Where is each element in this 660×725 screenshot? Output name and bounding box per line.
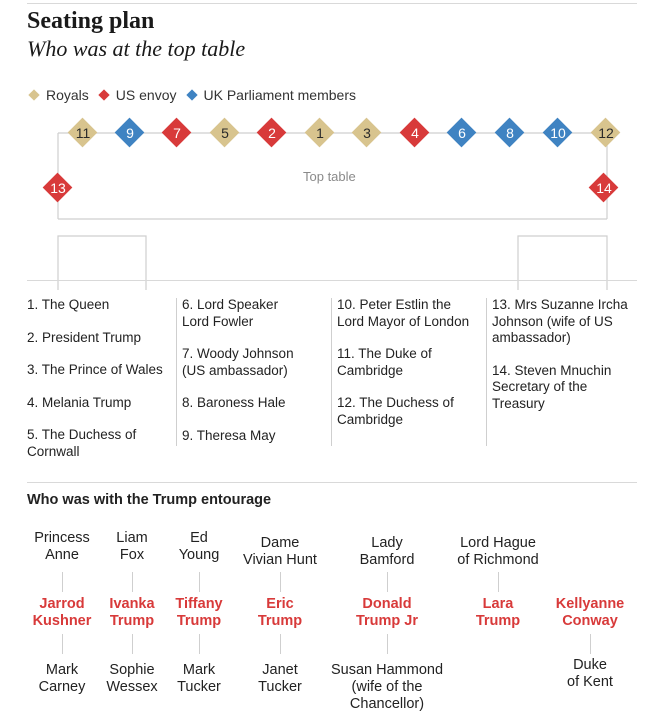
seat-number: 1 (316, 125, 324, 141)
seat-number: 11 (75, 125, 91, 141)
seat-number: 6 (458, 125, 466, 141)
connector-line (199, 634, 200, 654)
connector-line (590, 634, 591, 654)
guest-entry: 10. Peter Estlin the Lord Mayor of London (337, 297, 470, 329)
connector-line (498, 572, 499, 592)
seat-3 (352, 118, 382, 148)
trump-family-member: Tiffany Trump (175, 596, 223, 629)
trump-family-member: Eric Trump (257, 596, 303, 629)
entourage-rule (27, 482, 637, 483)
seat-9 (115, 118, 145, 148)
entourage-guest-bottom: Mark Carney (38, 662, 86, 695)
guest-entry: 6. Lord Speaker Lord Fowler (182, 297, 279, 329)
seat-number: 10 (550, 125, 566, 141)
seat-number: 7 (173, 125, 181, 141)
bracket-left (58, 236, 146, 290)
seat-11 (68, 118, 98, 148)
legend-label: UK Parliament members (203, 87, 356, 103)
connector-line (280, 572, 281, 592)
trump-family-member: Ivanka Trump (109, 596, 155, 629)
entourage-guest-bottom: Duke of Kent (567, 657, 613, 690)
trump-family-member: Donald Trump Jr (355, 596, 419, 629)
seat-14 (589, 173, 619, 203)
table-label: Top table (303, 169, 356, 184)
connector-line (62, 634, 63, 654)
page-subtitle: Who was at the top table (27, 36, 246, 61)
seat-number: 4 (411, 125, 419, 141)
guest-column-4 (492, 297, 642, 428)
legend-label: US envoy (115, 87, 177, 103)
seat-10 (543, 118, 573, 148)
entourage-guest-bottom: Mark Tucker (177, 662, 221, 695)
legend-label: Royals (46, 87, 89, 103)
entourage-guest-top: Dame Vivian Hunt (243, 535, 317, 568)
guest-entry: 11. The Duke of Cambridge (337, 346, 432, 378)
seat-6 (447, 118, 477, 148)
seat-5 (210, 118, 240, 148)
guest-entry: 2. President Trump (27, 329, 142, 345)
guest-entry: 12. The Duchess of Cambridge (337, 395, 454, 427)
seat-13 (43, 173, 73, 203)
entourage-guest-bottom: Sophie Wessex (106, 662, 158, 695)
entourage-guest-top: Liam Fox (116, 530, 148, 563)
seat-number: 12 (598, 125, 614, 141)
seat-12 (591, 118, 621, 148)
entourage-title: Who was with the Trump entourage (27, 492, 272, 508)
seat-number: 9 (126, 125, 134, 141)
bracket-right (518, 236, 607, 290)
guest-entry: 1. The Queen (27, 297, 110, 312)
seat-number: 13 (50, 180, 66, 196)
guest-column-3 (337, 297, 485, 444)
guest-entry: 13. Mrs Suzanne Ircha Johnson (wife of US ambassador) (492, 297, 628, 345)
column-divider (176, 298, 177, 446)
entourage-guest-top: Lady Bamford (359, 535, 415, 568)
guest-entry: 9. Theresa May (182, 427, 276, 443)
seat-number: 2 (268, 125, 276, 141)
guest-entry: 4. Melania Trump (27, 394, 132, 410)
entourage-guest-bottom: Susan Hammond (wife of the Chancellor) (330, 662, 444, 712)
seat-1 (305, 118, 335, 148)
column-divider (331, 298, 332, 446)
entourage-guest-top: Ed Young (178, 530, 220, 563)
guest-entry: 7. Woody Johnson (US ambassador) (182, 346, 294, 378)
seat-number: 14 (596, 180, 612, 196)
guest-entry: 8. Baroness Hale (182, 395, 286, 410)
seat-8 (495, 118, 525, 148)
seat-number: 8 (506, 125, 514, 141)
connector-line (132, 572, 133, 592)
connector-line (62, 572, 63, 592)
trump-family-member: Jarrod Kushner (32, 596, 92, 629)
page-title: Seating plan (27, 8, 155, 34)
mid-rule (27, 280, 637, 281)
entourage-guest-bottom: Janet Tucker (258, 662, 302, 695)
trump-family-member: Lara Trump (475, 596, 521, 629)
seat-number: 3 (363, 125, 371, 141)
connector-line (132, 634, 133, 654)
entourage-guest-top: Princess Anne (34, 530, 90, 563)
connector-line (280, 634, 281, 654)
connector-line (199, 572, 200, 592)
trump-family-member: Kellyanne Conway (555, 596, 625, 629)
connector-line (387, 572, 388, 592)
guest-entry: 14. Steven Mnuchin Secretary of the Treasury (492, 362, 612, 411)
seat-7 (162, 118, 192, 148)
guest-entry: 3. The Prince of Wales (27, 362, 163, 377)
seat-4 (400, 118, 430, 148)
guest-entry: 5. The Duchess of Cornwall (27, 427, 137, 459)
guest-column-1 (27, 297, 175, 476)
column-divider (486, 298, 487, 446)
seat-2 (257, 118, 287, 148)
connector-line (387, 634, 388, 654)
entourage-guest-top: Lord Hague of Richmond (457, 535, 539, 568)
seat-number: 5 (221, 125, 229, 141)
guest-column-2 (182, 297, 330, 460)
